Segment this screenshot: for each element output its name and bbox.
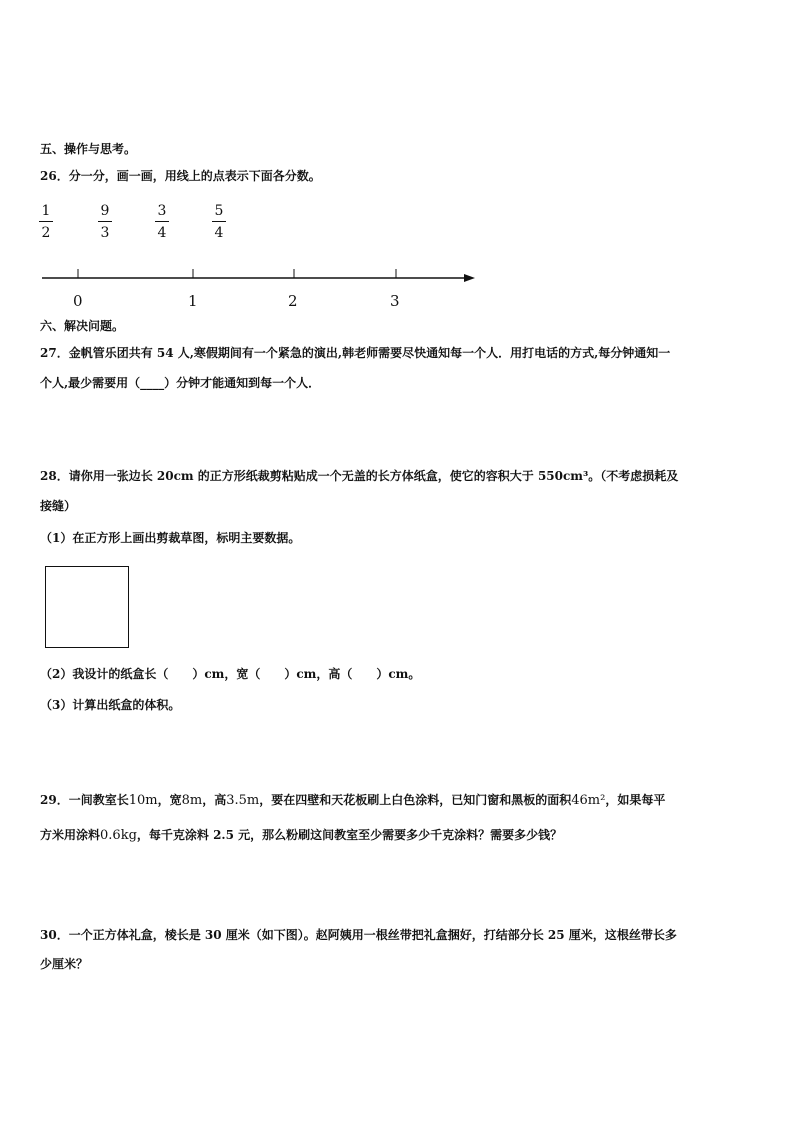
fraction-3-numerator: 3 [157,203,167,219]
q29-paint-value: 0.6kg [100,828,137,843]
fraction-2 [98,203,112,241]
question-28-line-1: 28．请你用一张边长 20cm 的正方形纸裁剪粘贴成一个无盖的长方体纸盒，使它的容积大于 550cm³。（不考虑损耗及 [40,469,679,483]
fraction-1-numerator: 1 [41,203,51,219]
fraction-4-denominator: 4 [214,225,224,241]
q29-text-d: ，要在四壁和天花板刷上白色涂料，已知门窗和黑板的面积 [259,793,572,807]
number-line-label-1: 1 [188,292,198,310]
q29-width-value: 8m [181,793,203,808]
fraction-4-numerator: 5 [214,203,224,219]
number-line-label-2: 2 [288,292,298,310]
question-29-line-2 [40,827,562,844]
question-30-line-2: 少厘米？ [40,957,89,971]
question-27-line-1: 27．金帆管乐团共有 54 人,寒假期间有一个紧急的演出,韩老师需要尽快通知每一个人．用打电话的方式,每分钟通知一 [40,346,671,360]
question-29-line-1 [40,792,665,809]
fraction-1-denominator: 2 [41,225,51,241]
fraction-2-numerator: 9 [100,203,110,219]
fraction-3 [155,203,169,241]
question-27-line-2: 个人,最少需要用（____）分钟才能通知到每一个人． [40,376,321,390]
fraction-4 [212,203,226,241]
q29-text-f: 方米用涂料 [40,828,101,842]
number-line-arrow-icon [464,274,475,282]
q29-length-value: 10m [128,793,158,808]
q29-area-value: 46m² [571,793,606,808]
fraction-2-denominator: 3 [100,225,110,241]
q29-text-a: 29．一间教室长 [40,793,129,807]
fraction-3-denominator: 4 [157,225,167,241]
number-line-label-3: 3 [390,292,400,310]
fraction-1 [39,203,53,241]
number-line-label-0: 0 [73,292,83,310]
q29-text-b: ，宽 [157,793,182,807]
q29-text-c: ，高 [202,793,227,807]
q29-text-e: ，如果每平 [605,793,666,807]
section-six-title: 六、解决问题。 [40,319,125,333]
section-five-title: 五、操作与思考。 [40,142,137,156]
question-28-sub-1: （1）在正方形上画出剪裁草图，标明主要数据。 [40,531,301,545]
q29-height-value: 3.5m [226,793,260,808]
question-30-line-1: 30．一个正方体礼盒，棱长是 30 厘米（如下图）。赵阿姨用一根丝带把礼盒捆好，打结部分长 25 厘米，这根丝带长多 [40,928,677,942]
square-sketch-box [45,566,129,648]
q29-text-g: ，每千克涂料 2.5 元，那么粉刷这间教室至少需要多少千克涂料？需要多少钱？ [136,828,563,842]
question-26-text: 26．分一分，画一画，用线上的点表示下面各分数。 [40,169,321,183]
question-28-sub-2: （2）我设计的纸盒长（ ）cm，宽（ ）cm，高（ ）cm。 [40,667,421,681]
question-28-line-2: 接缝） [40,499,77,513]
question-28-sub-3: （3）计算出纸盒的体积。 [40,698,181,712]
